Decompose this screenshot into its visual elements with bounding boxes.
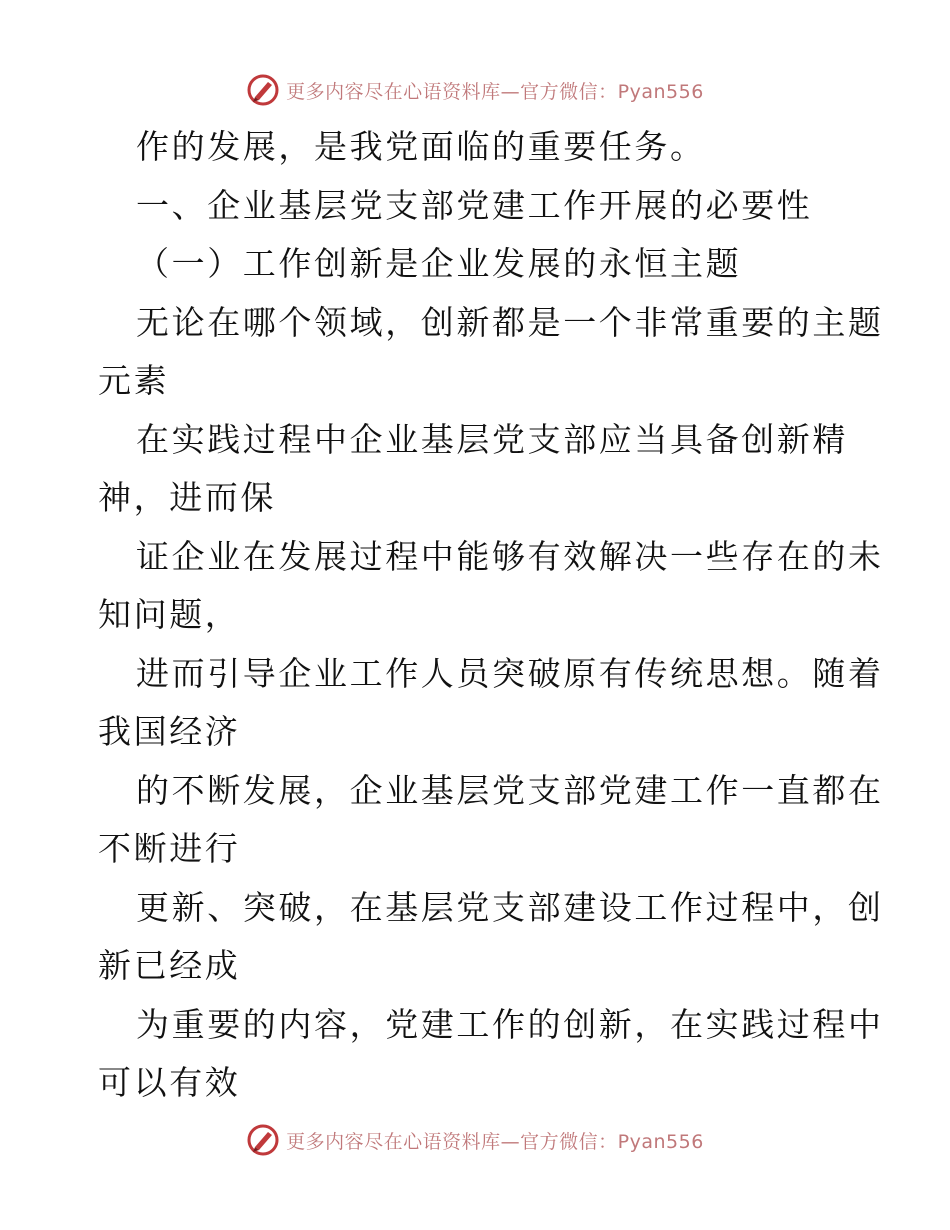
footer-banner — [0, 1120, 950, 1160]
text-line: 的不断发展，企业基层党支部党建工作一直都在 — [136, 770, 884, 810]
text-line: 在实践过程中企业基层党支部应当具备创新精 — [136, 419, 848, 459]
text-line: 元素 — [98, 361, 170, 400]
section-heading: 一、企业基层党支部党建工作开展的必要性 — [136, 185, 813, 225]
pen-circle-logo-icon — [246, 73, 280, 107]
text-line: 不断进行 — [98, 829, 241, 868]
subsection-heading: （一）工作创新是企业发展的永恒主题 — [136, 244, 742, 283]
footer-banner-text: 更多内容尽在心语资料库—官方微信：Pyan556 — [286, 1130, 704, 1153]
text-line: 证企业在发展过程中能够有效解决一些存在的未 — [136, 536, 884, 576]
text-line: 可以有效 — [98, 1063, 241, 1102]
text-line: 为重要的内容，党建工作的创新，在实践过程中 — [136, 1004, 884, 1044]
pen-circle-logo-icon — [246, 1123, 280, 1157]
text-line: 更新、突破，在基层党支部建设工作过程中，创 — [136, 887, 884, 927]
document-body — [98, 118, 884, 1113]
text-line: 作的发展，是我党面临的重要任务。 — [136, 127, 706, 166]
header-banner — [0, 70, 950, 110]
header-banner-text: 更多内容尽在心语资料库—官方微信：Pyan556 — [286, 80, 704, 103]
text-line: 新已经成 — [98, 946, 241, 985]
text-line: 无论在哪个领域，创新都是一个非常重要的主题 — [136, 302, 884, 342]
text-line: 我国经济 — [98, 712, 241, 751]
text-line: 神，进而保 — [98, 478, 276, 517]
text-line: 知问题， — [98, 595, 241, 634]
text-line: 进而引导企业工作人员突破原有传统思想。随着 — [136, 653, 884, 693]
